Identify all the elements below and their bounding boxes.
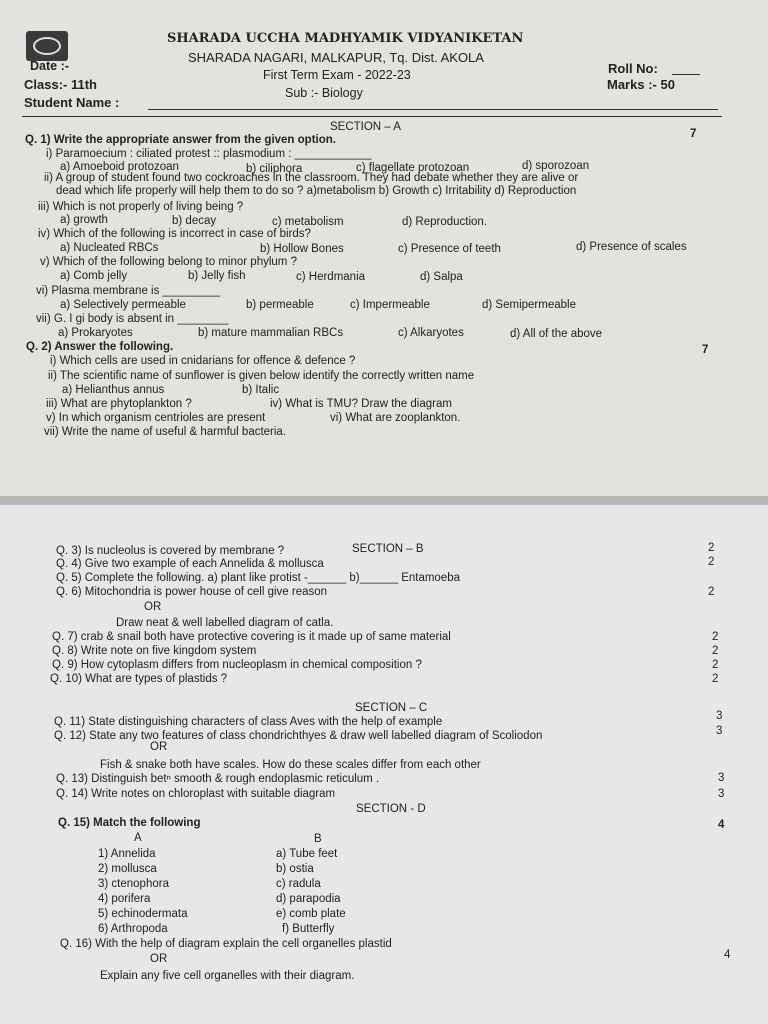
marks: 3 [718,772,725,784]
option: b) decay [172,215,217,227]
marks: 3 [716,725,723,737]
q1-vii: vii) G. I gi body is absent in ________ [36,313,229,325]
or-label: OR [150,953,168,965]
option: b) Jelly fish [188,270,246,282]
q2-text: Q. 2) Answer the following. [26,341,174,353]
option: c) Herdmania [296,271,366,283]
option: a) Selectively permeable [60,299,186,311]
section-b-title: SECTION – B [352,543,424,555]
q2-item: v) In which organism centrioles are present [46,412,266,424]
marks: 2 [712,659,719,671]
col-b-head: B [314,833,322,845]
option: a) Nucleated RBCs [60,242,159,254]
q2-item: b) Italic [242,384,280,396]
marks: 2 [712,631,719,643]
col-a-head: A [134,832,142,844]
q2-marks: 7 [702,344,709,356]
or-label: OR [150,741,168,753]
or-label: OR [144,601,162,613]
option: b) permeable [246,299,314,311]
question: Q. 5) Complete the following. a) plant like protist -______ b)______ Entamoeba [56,572,461,584]
match-b-item: f) Butterfly [282,923,335,935]
exam-name: First Term Exam - 2022-23 [263,68,411,82]
date-label: Date :- [30,59,69,73]
marks: 3 [718,788,725,800]
roll-no-label: Roll No: [608,61,658,76]
option: c) Presence of teeth [398,243,501,255]
option: d) All of the above [510,328,603,340]
question: Q. 6) Mitochondria is power house of cell give reason [56,586,328,598]
q1-ii: ii) A group of student found two cockroaches in the classroom. They had debate whether they are alive or [44,172,579,184]
q1-ii-cont: dead which life properly will help them to do so ? a)metabolism b) Growth c) Irritability d) Reproduction [56,185,577,197]
option: d) Salpa [420,271,463,283]
question: Q. 7) crab & snail both have protective covering is it made up of same material [52,631,451,643]
match-a-item: 5) echinodermata [98,908,188,920]
q16-alt-text: Explain any five cell organelles with their diagram. [100,970,355,982]
option: b) mature mammalian RBCs [198,327,344,339]
match-a-item: 6) Arthropoda [98,923,168,935]
option: a) Comb jelly [60,270,128,282]
q2-item: i) Which cells are used in cnidarians for offence & defence ? [50,355,356,367]
q2-item: iii) What are phytoplankton ? [46,398,192,410]
option: d) Reproduction. [402,216,488,228]
q15-text: Q. 15) Match the following [58,817,201,829]
exam-page-1 [0,0,768,496]
question: Q. 10) What are types of plastids ? [50,673,228,685]
question: Q. 13) Distinguish betⁿ smooth & rough endoplasmic reticulum . [56,773,380,785]
section-d-title: SECTION - D [356,803,426,815]
question: Fish & snake both have scales. How do these scales differ from each other [100,759,481,771]
q15-marks: 4 [718,819,725,831]
match-b-item: c) radula [276,878,321,890]
option: a) Amoeboid protozoan [60,161,179,173]
marks: 2 [712,673,719,685]
q1-iv: iv) Which of the following is incorrect in case of birds? [38,228,311,240]
class-label: Class:- 11th [24,77,97,92]
school-logo-icon [26,31,68,61]
option: b) Hollow Bones [260,243,344,255]
q1-v: v) Which of the following belong to minor phylum ? [40,256,297,268]
q1-marks: 7 [690,128,697,140]
section-a-title: SECTION – A [330,121,401,133]
option: c) metabolism [272,216,344,228]
match-a-item: 2) mollusca [98,863,157,875]
page-gap [0,496,768,505]
q2-item: vii) Write the name of useful & harmful bacteria. [44,426,287,438]
question: Q. 12) State any two features of class chondrichthyes & draw well labelled diagram of Scoliodon [54,730,543,742]
question: Q. 11) State distinguishing characters of class Aves with the help of example [54,716,443,728]
student-name-label: Student Name : [24,95,120,110]
option: c) flagellate protozoan [356,162,470,174]
q1-iii: iii) Which is not properly of living being ? [38,201,244,213]
marks: 2 [712,645,719,657]
marks: 3 [716,710,723,722]
q2-item: iv) What is TMU? Draw the diagram [270,398,452,410]
question: Draw neat & well labelled diagram of catla. [116,617,334,629]
q2-item: vi) What are zooplankton. [330,412,461,424]
exam-page-2 [0,505,768,1024]
question: Q. 9) How cytoplasm differs from nucleoplasm in chemical composition ? [52,659,422,671]
option: c) Impermeable [350,299,430,311]
option: d) sporozoan [522,160,590,172]
school-address: SHARADA NAGARI, MALKAPUR, Tq. Dist. AKOLA [188,50,484,65]
option: d) Presence of scales [576,241,687,253]
option: a) growth [60,214,108,226]
question: Q. 8) Write note on five kingdom system [52,645,257,657]
match-b-item: b) ostia [276,863,314,875]
option: c) Alkaryotes [398,327,464,339]
subject: Sub :- Biology [285,86,363,100]
match-b-item: d) parapodia [276,893,341,905]
match-b-item: a) Tube feet [276,848,338,860]
q2-item: a) Helianthus annus [62,384,165,396]
marks: 2 [708,542,715,554]
q1-i: i) Paramoecium : ciliated protest :: plasmodium : ____________ [46,148,372,160]
question: Q. 3) Is nucleolus is covered by membrane ? [56,545,285,557]
option: d) Semipermeable [482,299,576,311]
marks-label: Marks :- 50 [607,77,675,92]
q16-marks: 4 [724,949,731,961]
option: b) ciliphora [246,163,303,175]
q2-item: ii) The scientific name of sunflower is given below identify the correctly written name [48,370,475,382]
match-a-item: 4) porifera [98,893,151,905]
q1-text: Q. 1) Write the appropriate answer from the given option. [25,134,336,146]
marks: 2 [708,556,715,568]
q16-text: Q. 16) With the help of diagram explain the cell organelles plastid [60,938,392,950]
school-name: SHARADA UCCHA MADHYAMIK VIDYANIKETAN [167,31,524,46]
marks: 2 [708,586,715,598]
q1-vi: vi) Plasma membrane is _________ [36,285,221,297]
match-a-item: 3) ctenophora [98,878,169,890]
match-b-item: e) comb plate [276,908,346,920]
question: Q. 4) Give two example of each Annelida & mollusca [56,558,324,570]
question: Q. 14) Write notes on chloroplast with suitable diagram [56,788,336,800]
match-a-item: 1) Annelida [98,848,156,860]
option: a) Prokaryotes [58,327,133,339]
section-c-title: SECTION – C [355,702,428,714]
